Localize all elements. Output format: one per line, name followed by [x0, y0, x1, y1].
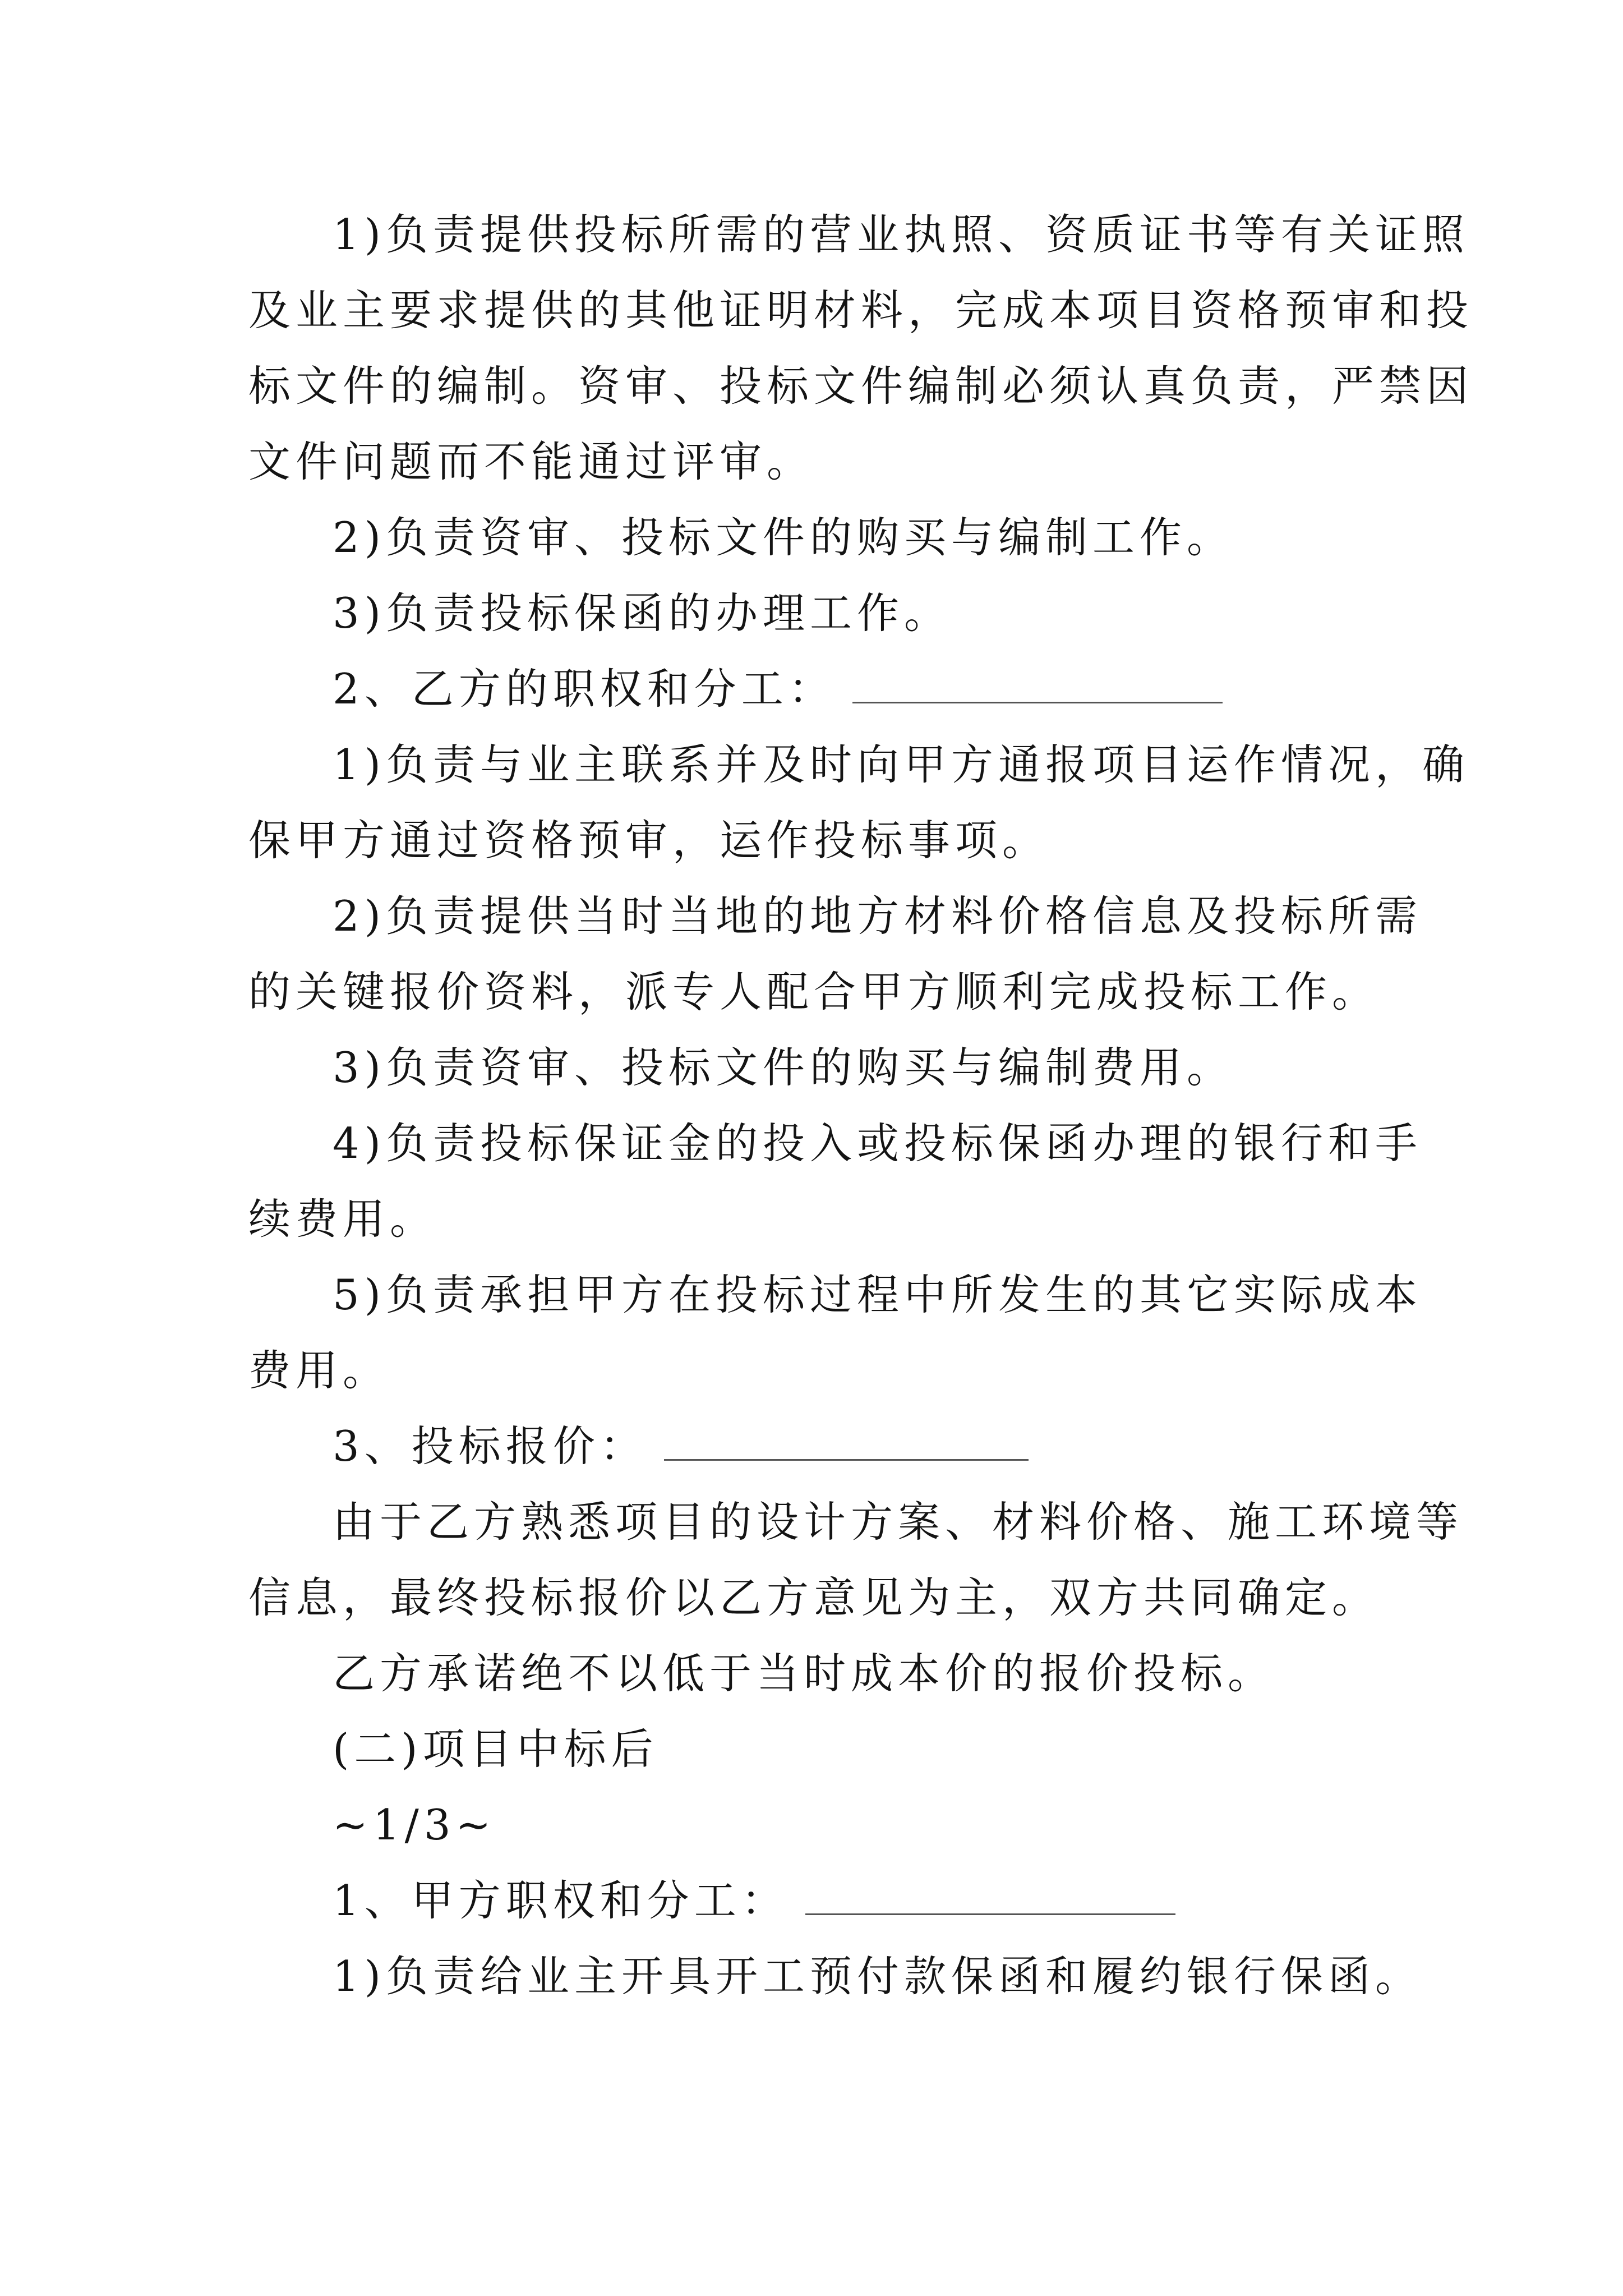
section-heading-label: 3、投标报价：: [333, 1421, 647, 1471]
section-heading-label: 2、乙方的职权和分工：: [333, 664, 836, 714]
section-heading: [333, 1875, 1175, 1926]
paragraph-line: 2)负责提供当时当地的地方材料价格信息及投标所需: [333, 891, 1422, 941]
paragraph-line: 标文件的编制。资审、投标文件编制必须认真负责，严禁因: [248, 361, 1474, 411]
paragraph-line: 1)负责与业主联系并及时向甲方通报项目运作情况，确: [333, 740, 1469, 789]
paragraph-line: 乙方承诺绝不以低于当时成本价的报价投标。: [333, 1649, 1275, 1698]
paragraph-line: 3)负责资审、投标文件的购买与编制费用。: [333, 1043, 1234, 1092]
paragraph-line: 续费用。: [248, 1194, 437, 1244]
paragraph-line: 1)负责提供投标所需的营业执照、资质证书等有关证照: [333, 210, 1469, 259]
paragraph-line: 的关键报价资料，派专人配合甲方顺利完成投标工作。: [248, 967, 1380, 1016]
paragraph-line: 保甲方通过资格预审，运作投标事项。: [248, 816, 1050, 865]
paragraph-line: 1)负责给业主开具开工预付款保函和履约银行保函。: [333, 1952, 1422, 2001]
paragraph-line: 文件问题而不能通过评审。: [248, 437, 814, 486]
paragraph-line: 费用。: [248, 1346, 390, 1395]
section-subheading: (二)项目中标后: [333, 1724, 658, 1774]
section-heading: [333, 1421, 1029, 1471]
paragraph-line: 3)负责投标保函的办理工作。: [333, 588, 951, 638]
section-heading: [333, 664, 1223, 714]
paragraph-line: 信息，最终投标报价以乙方意见为主，双方共同确定。: [248, 1573, 1380, 1622]
paragraph-line: 由于乙方熟悉项目的设计方案、材料价格、施工环境等: [333, 1497, 1464, 1547]
paragraph-line: 2)负责资审、投标文件的购买与编制工作。: [333, 513, 1234, 562]
section-heading-label: 1、甲方职权和分工：: [333, 1876, 789, 1925]
fill-in-blank-line: [852, 668, 1223, 703]
fill-in-blank-line: [664, 1425, 1029, 1461]
fill-in-blank-line: [805, 1880, 1175, 1915]
paragraph-line: 4)负责投标保证金的投入或投标保函办理的银行和手: [333, 1119, 1422, 1168]
page-number: ~1/3~: [333, 1800, 496, 1849]
paragraph-line: 5)负责承担甲方在投标过程中所发生的其它实际成本: [333, 1270, 1422, 1319]
paragraph-line: 及业主要求提供的其他证明材料，完成本项目资格预审和投: [248, 286, 1474, 335]
